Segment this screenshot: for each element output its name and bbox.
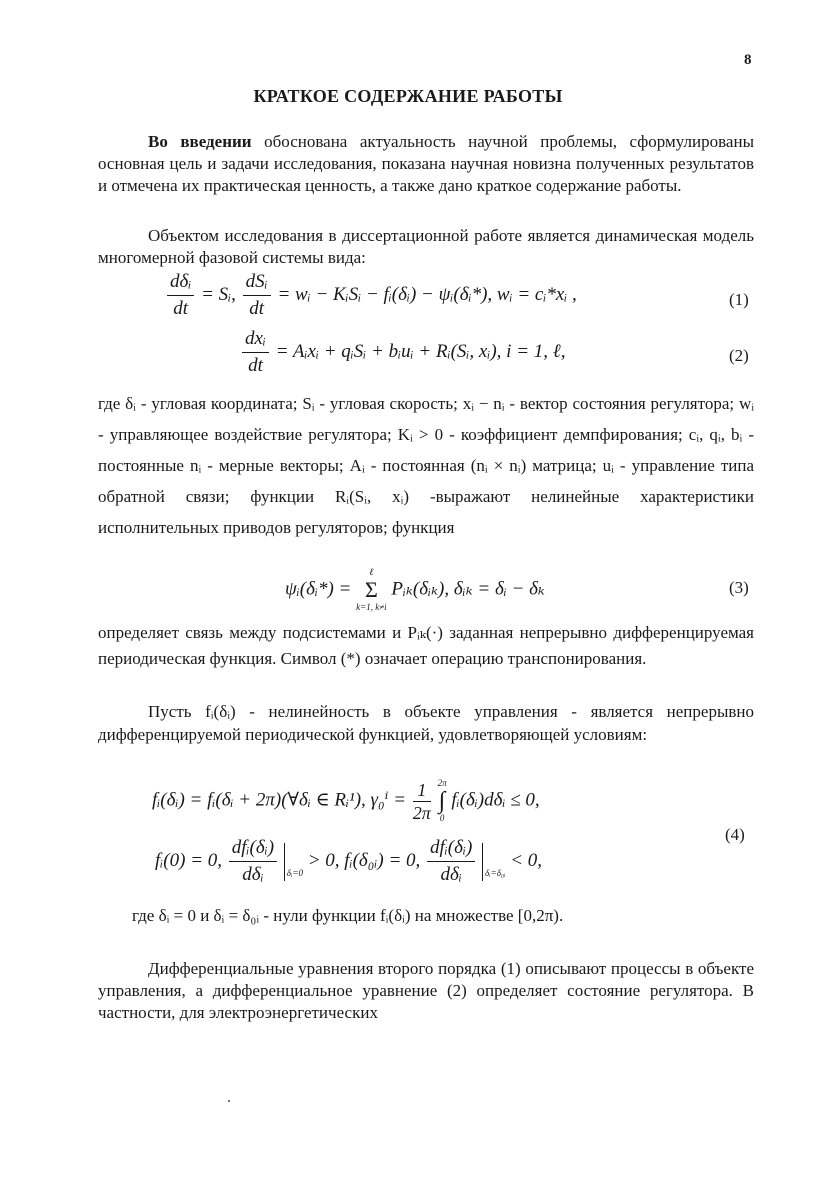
eq2-frac (242, 327, 269, 378)
eq1-label: (1) (729, 290, 749, 309)
equation-4-line-1 (152, 778, 540, 824)
eq4-line2-num1: dfᵢ(δᵢ) (229, 836, 277, 862)
scan-speck (228, 1100, 230, 1102)
sum-symbol: Σ (364, 577, 378, 602)
equation-1 (165, 270, 577, 321)
intro-text: обоснована актуальность научной проблемы, сформулированы основная цель и задачи исследования, показана научная новизна полученных результатов и отмечена их практическая ценность, а также дано краткое содержание работы. (98, 132, 755, 195)
eq2-num: dxᵢ (242, 327, 269, 353)
eq3-label: (3) (729, 578, 749, 597)
eq4-label: (4) (725, 825, 745, 844)
eq4-line2-c: < 0, (510, 849, 543, 871)
eq4-int-bottom: 0 (439, 813, 445, 823)
eq4-line1-b: fᵢ(δᵢ)dδᵢ ≤ 0, (451, 789, 540, 811)
eq3-sum (356, 567, 387, 613)
eq1-rhs: = wᵢ − KᵢSᵢ − fᵢ(δᵢ) − ψᵢ(δᵢ*), wᵢ = cᵢ*xᵢ , (277, 283, 577, 305)
let-paragraph: Пусть fᵢ(δᵢ) - нелинейность в объекте управления - является непрерывно дифференцируемой периодической функцией, удовлетворяющей условиям: (98, 702, 754, 744)
closing-paragraph: Дифференциальные уравнения второго порядка (1) описывают процессы в объекте управления, а дифференциальное уравнение (2) определяет состояние регулятора. В частности, для электроэнергетических (98, 959, 754, 1022)
eq3-lhs: ψᵢ(δᵢ*) = (285, 578, 352, 600)
where-paragraph-1: где δᵢ - угловая координата; Sᵢ - угловая скорость; xᵢ − nᵢ - вектор состояния регулятора; wᵢ - управляющее воздействие регулятора; Kᵢ > 0 - коэффициент демпфирования; cᵢ, qᵢ, bᵢ - постоянные nᵢ - мерные векторы; Aᵢ - постоянная (nᵢ × nᵢ) матрица; uᵢ - управление типа обратной связи; функции Rᵢ(Sᵢ, xᵢ) -выражают нелинейные характеристики исполнительных приводов регуляторов; функция (98, 394, 754, 537)
eq1-num1: dδᵢ (167, 270, 194, 296)
eq4-int-top: 2π (437, 778, 447, 788)
eq3-rhs: Pᵢₖ(δᵢₖ), δᵢₖ = δᵢ − δₖ (391, 578, 545, 600)
eq4-line2-cond1: δᵢ=0 (284, 843, 303, 881)
eq3-sum-bottom: k=1, k≠i (356, 602, 387, 612)
eq1-frac-2 (243, 270, 271, 321)
eq4-line1-a: fᵢ(δᵢ) = fᵢ(δᵢ + 2π)(∀δᵢ ∈ Rᵢ¹), γ₀ⁱ = (152, 789, 407, 811)
eq1-num2: dSᵢ (243, 270, 271, 296)
eq4-line2-a: fᵢ(0) = 0, (155, 849, 223, 871)
eq4-line2-den1: dδᵢ (242, 864, 264, 885)
eq4-integral (438, 778, 447, 824)
eq4-line2-frac-2 (427, 836, 475, 887)
eq4-line1-frac-num: 1 (413, 780, 431, 802)
eq4-line2-frac-1 (229, 836, 277, 887)
eq2-label: (2) (729, 346, 749, 365)
eq4-line2-b: > 0, fᵢ(δ₀ᵢ) = 0, (307, 849, 421, 871)
equation-3 (285, 567, 545, 613)
eq1-den2: dt (249, 298, 265, 319)
eq4-line1-frac-den: 2π (412, 802, 431, 823)
eq3-sum-top: ℓ (369, 567, 374, 578)
eq1-frac-1 (167, 270, 194, 321)
intro-paragraph (98, 131, 754, 197)
eq4-line2-den2: dδᵢ (440, 864, 462, 885)
eq4-line2-num2: dfᵢ(δᵢ) (427, 836, 475, 862)
page-number: 8 (744, 52, 752, 68)
eq1-den1: dt (173, 298, 189, 319)
eq4-line2-cond2: δᵢ=δ₀ᵢ (482, 843, 505, 881)
page-title: КРАТКОЕ СОДЕРЖАНИЕ РАБОТЫ (253, 86, 563, 106)
defines-paragraph: определяет связь между подсистемами и Pᵢₖ(·) заданная непрерывно дифференцируемая периодическая функция. Символ (*) означает операцию транспонирования. (98, 623, 754, 668)
eq2-den: dt (248, 355, 263, 376)
where-paragraph-2: где δᵢ = 0 и δᵢ = δ₀ᵢ - нули функции fᵢ(δᵢ) на множестве [0,2π). (132, 906, 564, 925)
intro-lead: Во введении (148, 132, 252, 151)
eq4-line1-frac (413, 780, 431, 823)
equation-2 (240, 327, 565, 378)
eq2-rhs: = Aᵢxᵢ + qᵢSᵢ + bᵢuᵢ + Rᵢ(Sᵢ, xᵢ), i = 1, ℓ, (275, 340, 566, 362)
eq1-mid: = Sᵢ, (201, 283, 236, 305)
integral-symbol: ∫ (438, 788, 446, 814)
object-paragraph: Объектом исследования в диссертационной работе является динамическая модель многомерной фазовой системы вида: (98, 226, 754, 267)
equation-4-line-2 (155, 836, 542, 887)
